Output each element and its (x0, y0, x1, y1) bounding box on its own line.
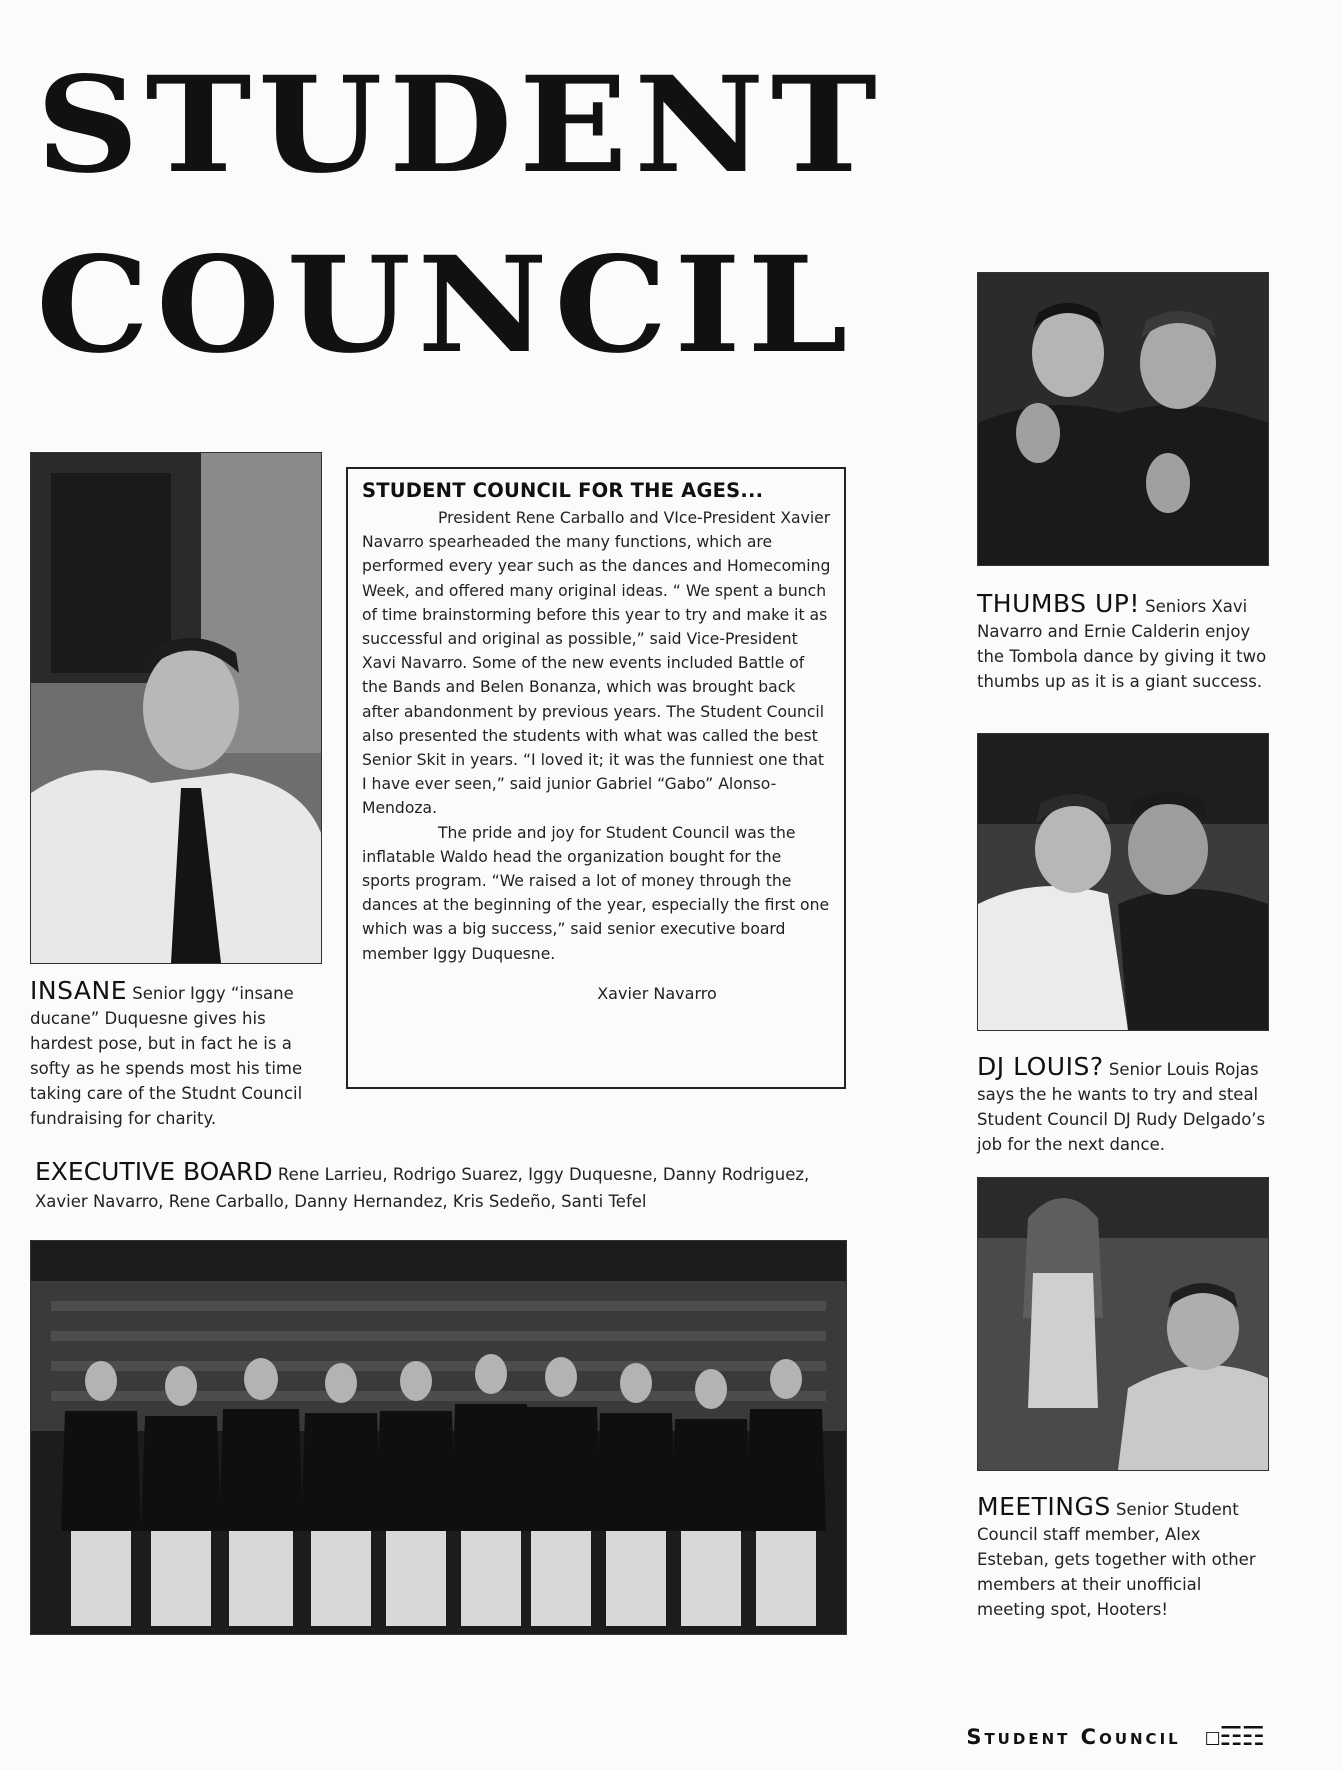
caption-insane-text: Senior Iggy “insane ducane” Duquesne gives his hardest pose, but in fact he is a softy as he spends most his time taking care of the Studnt Council fundraising for charity. (30, 984, 303, 1128)
page-footer (966, 1722, 1264, 1752)
executive-board-lead: EXECUTIVE BOARD (35, 1157, 273, 1186)
photo-meetings (977, 1177, 1269, 1471)
story-box (346, 467, 846, 1089)
story-byline: Xavier Navarro (597, 983, 717, 1003)
caption-insane-lead: INSANE (30, 976, 128, 1005)
executive-board-names: Rene Larrieu, Rodrigo Suarez, Iggy Duquesne, Danny Rodriguez, Xavier Navarro, Rene Carballo, Danny Hernandez, Kris Sedeño, Santi Tefel (35, 1165, 810, 1211)
photo-dj-louis (977, 733, 1269, 1031)
page-title-line-2: COUNCIL (36, 228, 855, 383)
photo-insane-pose (30, 452, 322, 964)
caption-dj-louis (977, 1054, 1267, 1157)
photo-executive-board-group (30, 1240, 847, 1635)
footer-section-label: Student Council (966, 1725, 1181, 1749)
page-title-line-1: STUDENT (36, 48, 884, 203)
caption-thumbs-up-text: Seniors Xavi Navarro and Ernie Calderin enjoy the Tombola dance by giving it two thumbs up as it is a giant success. (977, 597, 1267, 691)
caption-thumbs-up (977, 591, 1267, 694)
caption-dj-louis-text: Senior Louis Rojas says the he wants to try and steal Student Council DJ Rudy Delgado’s job for the next dance. (977, 1060, 1266, 1154)
story-heading: STUDENT COUNCIL FOR THE AGES... (362, 479, 764, 502)
caption-meetings (977, 1494, 1267, 1622)
executive-board-caption (35, 1158, 855, 1215)
photo-thumbs-up (977, 272, 1269, 566)
story-paragraph-2: The pride and joy for Student Council was the inflatable Waldo head the organization bought for the sports program. “We raised a lot of money through the dances at the beginning of the year, especially the first one which was a big success,” said senior executive board member Iggy Duquesne. (362, 823, 830, 963)
caption-dj-louis-lead: DJ LOUIS? (977, 1052, 1104, 1081)
story-paragraph-1: President Rene Carballo and VIce-President Xavier Navarro spearheaded the many functions, which are performed every year such as the dances and Homecoming Week, and offered many original ideas. “ We spent a bunch of time brainstorming before this year to try and make it as successful and original as possible,” said Vice-President Xavi Navarro. Some of the new events included Battle of the Bands and Belen Bonanza, which was brought back after abandonment by previous years. The Student Council also presented the students with what was called the best Senior Skit in years. “I loved it; it was the funniest one that I have ever seen,” said junior Gabriel “Gabo” Alonso-Mendoza. (362, 509, 831, 818)
page-number: ☐☶☶ (1204, 1722, 1264, 1752)
caption-meetings-lead: MEETINGS (977, 1492, 1111, 1521)
caption-meetings-text: Senior Student Council staff member, Alex Esteban, gets together with other members at their unofficial meeting spot, Hooters! (977, 1500, 1256, 1619)
caption-insane (30, 978, 305, 1131)
caption-thumbs-up-lead: THUMBS UP! (977, 589, 1140, 618)
